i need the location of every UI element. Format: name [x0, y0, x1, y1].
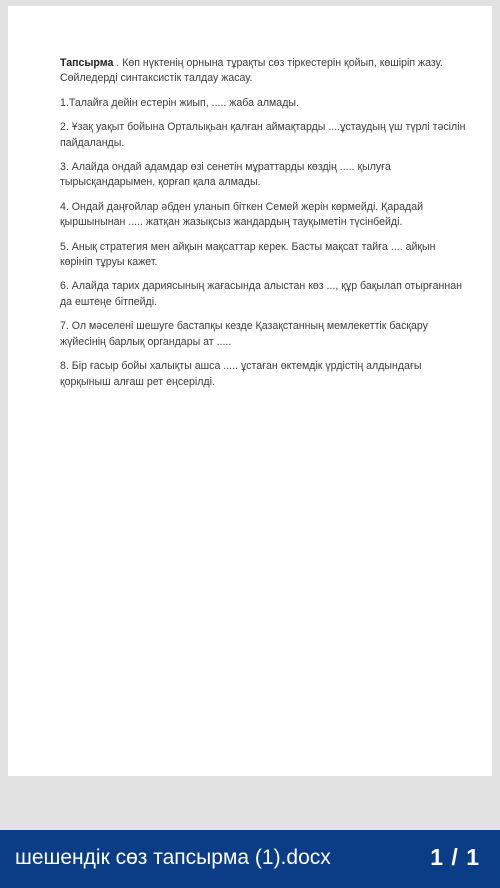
task-item-7: 7. Ол мәселені шешуге бастапқы кезде Қазақстанның мемлекеттік басқару жүйесінің барлық органдары ат .....	[60, 320, 428, 348]
file-info-bar	[0, 830, 500, 888]
file-name: шешендік сөз тапсырма (1).docx	[15, 846, 331, 869]
task-item-8: 8. Бір ғасыр бойы халықты ашса ..... ұстаған өктемдік үрдістің алдындағы қорқыныш алғаш рет еңсерілді.	[60, 360, 422, 388]
document-content	[60, 56, 470, 399]
task-item-6: 6. Алайда тарих дариясының жағасында алыстан көз ..., құр бақылап отырғаннан да ештеңе бітпейді.	[60, 280, 462, 308]
task-item-3: 3. Алайда ондай адамдар өзі сенетін мұраттарды көздің ..... қылуға тырысқандарымен, қорғап қала алмады.	[60, 161, 391, 189]
task-label: Тапсырма	[60, 57, 114, 69]
task-item-2: 2. Ұзақ уақыт бойына Орталықьан қалған аймақтарды ....ұстаудың үш түрлі тәсілін пайдаланды.	[60, 121, 466, 149]
task-paragraph	[60, 56, 470, 87]
page-indicator: 1 / 1	[430, 844, 480, 870]
task-item-4: 4. Ондай даңғойлар әбден уланып біткен Семей жерін көрмейді. Қарадай қыршынынан ..... жатқан жазықсыз жандардың тауқыметін түсінбейді.	[60, 200, 424, 229]
task-item-5: 5. Анық стратегия мен айқын мақсаттар керек. Басты мақсат тайға .... айқын көрініп тұруы кажет.	[60, 240, 436, 269]
document-page	[8, 6, 492, 776]
task-item-1: 1.Талайға дейін естерін жиып, ..... жаба алмады.	[60, 96, 299, 109]
task-text: . Көп нүктенің орнына тұрақты сөз тіркестерін қойып, көшіріп жазу. Сөйледерді синтаксистік талдау жасау.	[60, 57, 443, 85]
